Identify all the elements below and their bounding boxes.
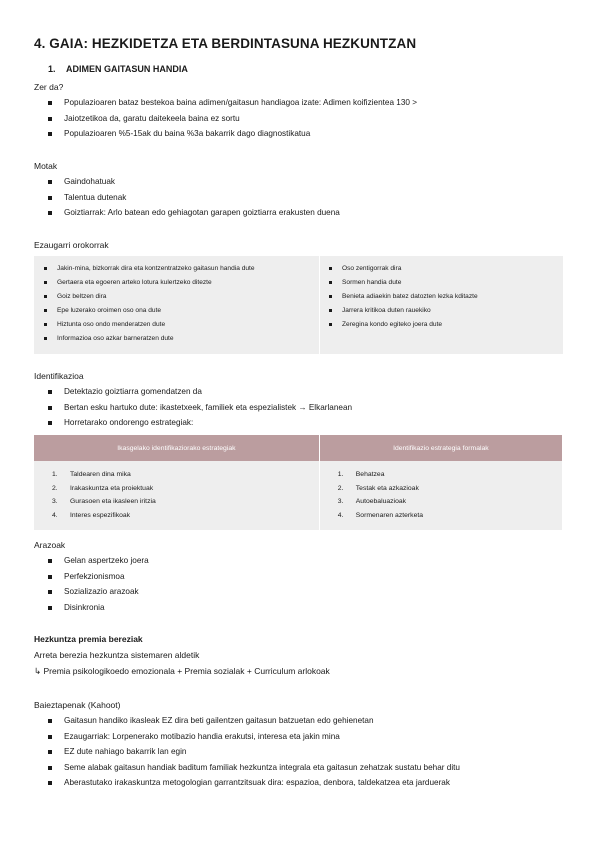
arazoak-list <box>48 553 149 615</box>
list-item: Jaiotzetikoa da, garatu daitekeela baina ez sortu <box>48 111 417 127</box>
premia-line-2: ↳ Premia psikologikoedo emozionala + Premia sozialak + Curriculum arlokoak <box>34 666 330 676</box>
list-item: Aberastutako irakaskuntza metogologian garrantzitsuak dira: espazioa, denbora, taldekatzea eta jarduerak <box>48 775 460 791</box>
list-item: Bertan esku hartuko dute: ikastetxeek, familiek eta espezialistek → Elkarlanean <box>48 400 352 416</box>
list-item: Goiz beltzen dira <box>42 290 320 304</box>
identifikazioa-list <box>48 384 352 431</box>
section-heading <box>48 64 188 74</box>
list-item: Gertaera eta egoeren arteko lotura kulertzeko ditezte <box>42 276 320 290</box>
identifikazioa-heading: Identifikazioa <box>34 371 84 381</box>
list-item: 3. Autoebaluazioak <box>337 498 407 505</box>
list-item: 4. Interes espezifikoak <box>52 511 131 519</box>
characteristics-right-column <box>327 262 555 332</box>
list-item: 1. Behatzea <box>337 471 385 478</box>
list-item: Disinkronia <box>48 600 149 616</box>
column-divider <box>319 256 320 354</box>
section-number: 1. <box>48 64 56 74</box>
page-title: 4. GAIA: HEZKIDETZA ETA BERDINTASUNA HEZKUNTZAN <box>34 36 417 51</box>
list-item: Gaindohatuak <box>48 174 340 190</box>
list-item: Sozializazio arazoak <box>48 584 149 600</box>
list-item: Populazioaren %5-15ak du baina %3a bakarrik dago diagnostikatua <box>48 126 417 142</box>
list-item: Sormen handia dute <box>327 276 555 290</box>
table-header-row <box>34 435 563 461</box>
list-item: Horretarako ondorengo estrategiak: <box>48 415 352 431</box>
section-label: ADIMEN GAITASUN HANDIA <box>66 64 188 74</box>
list-item: Gaitasun handiko ikasleak EZ dira beti gailentzen gaitasun batzuetan edo gehienetan <box>48 713 460 729</box>
motak-list <box>48 174 340 221</box>
list-item: Populazioaren bataz bestekoa baina adimen/gaitasun handiagoa izate: Adimen koifizientea 130 > <box>48 95 417 111</box>
baieztapenak-heading: Baieztapenak (Kahoot) <box>34 700 121 710</box>
table-header: Ikasgelako identifikaziorako estrategiak <box>34 435 319 461</box>
list-item: 4. Sormenaren azterketa <box>337 511 424 519</box>
list-item: Jarrera kritikoa duten rauekiko <box>327 304 555 318</box>
list-item: 2. Irakaskuntza eta proiektuak <box>52 484 154 492</box>
list-item: 3. Gurasoen eta ikasleen iritzia <box>52 498 156 505</box>
list-item: Goiztiarrak: Arlo batean edo gehiagotan garapen goiztiarra erakusten duena <box>48 205 340 221</box>
list-item: Ezaugarriak: Lorpenerako motibazio handia erakutsi, interesa eta jakin mina <box>48 729 460 745</box>
list-item: Benieta adiaekin batez datozten lezka kditazte <box>327 290 555 304</box>
zer-da-list <box>48 95 417 142</box>
list-item: Informazioa oso azkar barneratzen dute <box>42 332 320 346</box>
list-item: Jakin-mina, bizkorrak dira eta kontzentratzeko gaitasun handia dute <box>42 262 320 276</box>
baieztapenak-list <box>48 713 460 791</box>
list-item: Talentua dutenak <box>48 190 340 206</box>
list-item: Zeregina kondo egiteko joera dute <box>327 318 555 332</box>
list-item: Perfekzionismoa <box>48 569 149 585</box>
list-item: Epe luzerako oroimen oso ona dute <box>42 304 320 318</box>
arazoak-heading: Arazoak <box>34 540 66 550</box>
premia-line-1: Arreta berezia hezkuntza sistemaren aldetik <box>34 650 200 660</box>
table-cell <box>319 461 562 530</box>
list-item: Oso zentigorrak dira <box>327 262 555 276</box>
list-item: EZ dute nahiago bakarrik lan egin <box>48 744 460 760</box>
list-item: Seme alabak gaitasun handiak baditum familiak hezkuntza integrala eta gaitasun zehatzak sustatu behar ditu <box>48 760 460 776</box>
table-row <box>34 461 563 530</box>
ezaugarriak-heading: Ezaugarri orokorrak <box>34 240 109 250</box>
list-item: Gelan aspertzeko joera <box>48 553 149 569</box>
table-header: Identifikazio estrategia formalak <box>319 435 562 461</box>
motak-heading: Motak <box>34 161 58 171</box>
list-item: Detektazio goiztiarra gomendatzen da <box>48 384 352 400</box>
premia-heading: Hezkuntza premia bereziak <box>34 634 143 644</box>
zer-da-heading: Zer da? <box>34 82 64 92</box>
list-item: 1. Taldearen dina mika <box>52 471 131 478</box>
characteristics-box <box>34 256 563 354</box>
table-cell <box>34 461 319 530</box>
characteristics-left-column <box>42 262 320 346</box>
list-item: 2. Testak eta azkazioak <box>337 484 419 492</box>
strategies-table <box>34 435 563 530</box>
list-item: Hiztunta oso ondo menderatzen dute <box>42 318 320 332</box>
